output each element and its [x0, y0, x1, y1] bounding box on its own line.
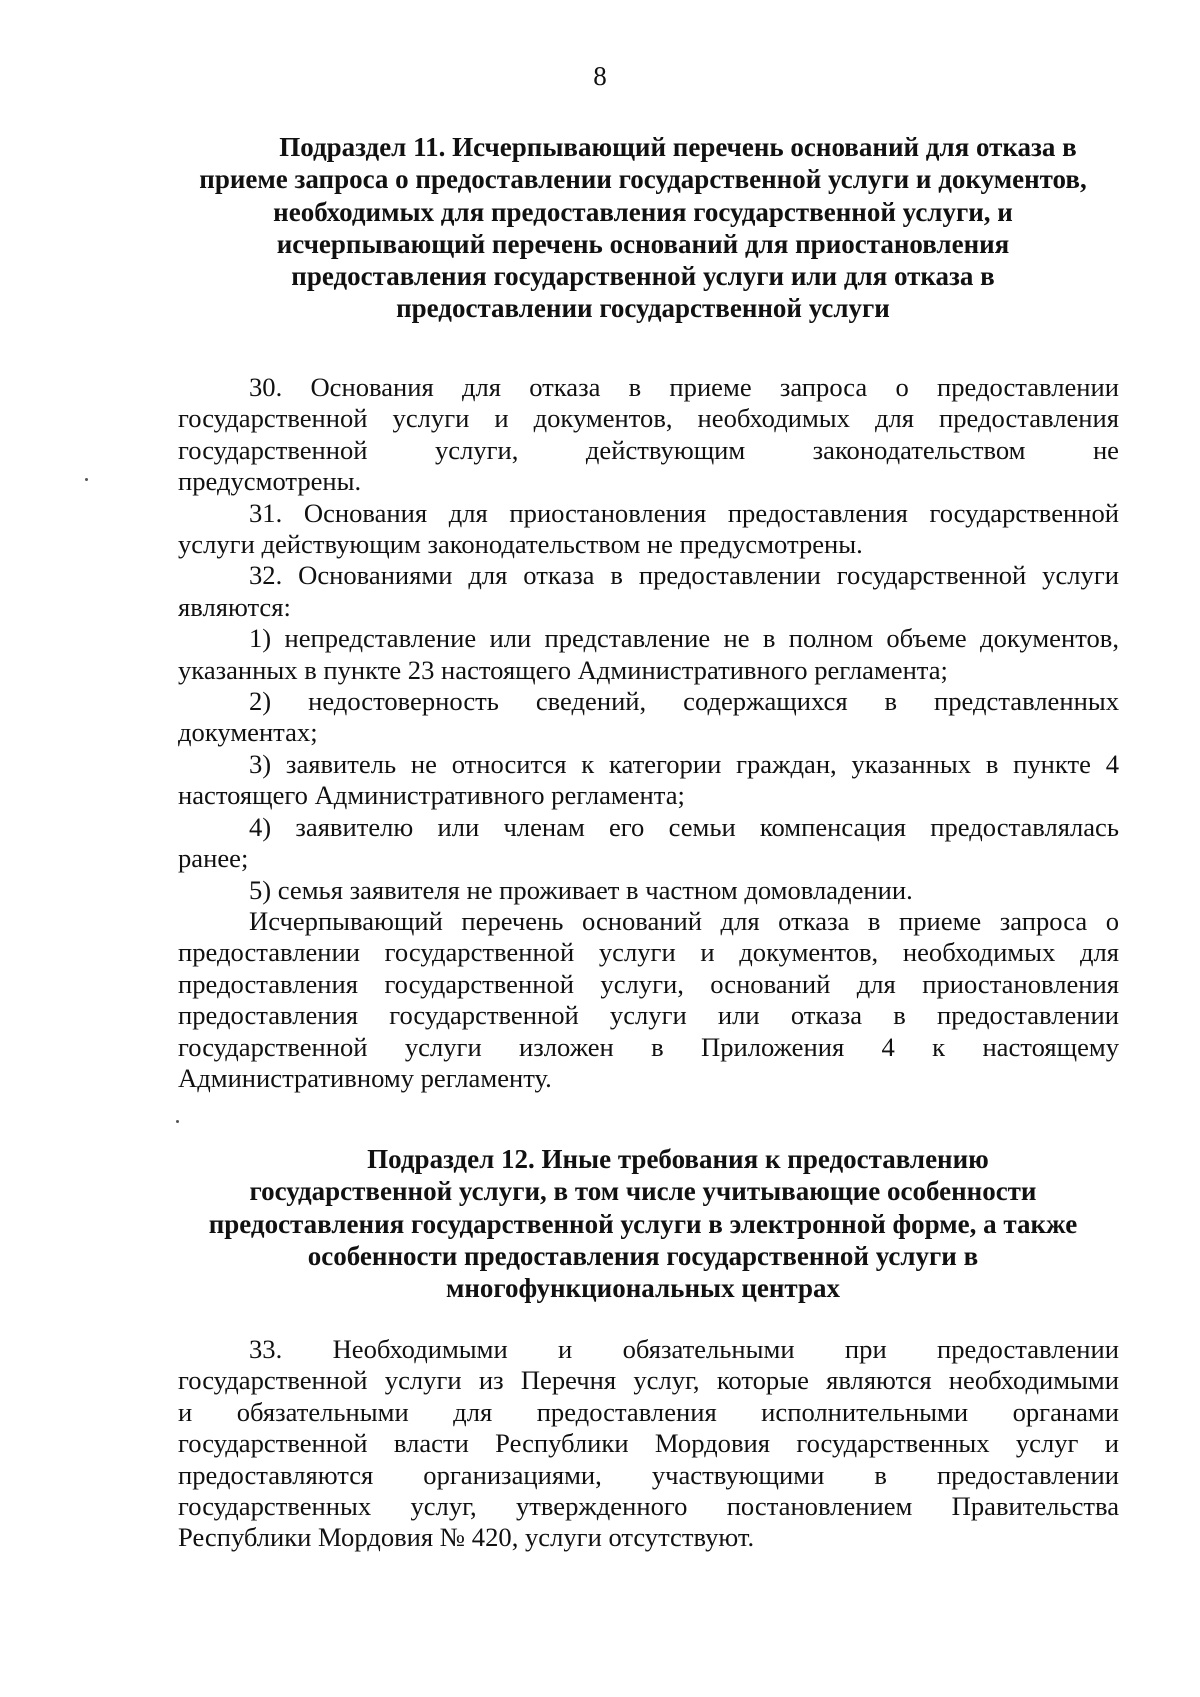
- text-line: Исчерпывающий перечень оснований для отказа в приеме запроса о: [249, 905, 1119, 936]
- subsection-11-heading: [170, 131, 1116, 325]
- subsection-12-heading: [170, 1143, 1116, 1304]
- list-item-3: [178, 749, 1119, 812]
- text-line: 1) непредставление или представление не в полном объеме документов,: [249, 623, 1119, 654]
- text-line: государственной власти Республики Мордовия государственных услуг и: [178, 1428, 1119, 1459]
- heading-line: многофункциональных центрах: [445, 1273, 841, 1304]
- text-line: предоставляются организациями, участвующими в предоставлении: [178, 1459, 1119, 1490]
- heading-line: приеме запроса о предоставлении государственной услуги и документов,: [199, 164, 1087, 195]
- text-line: государственной услуги из Перечня услуг, которые являются необходимыми: [178, 1365, 1119, 1396]
- text-line: настоящего Административного регламента;: [178, 780, 685, 811]
- text-line: 33. Необходимыми и обязательными при предоставлении: [249, 1334, 1119, 1364]
- heading-line: исчерпывающий перечень оснований для приостановления: [276, 228, 1010, 259]
- heading-line: предоставления государственной услуги в электронной форме, а также: [208, 1208, 1078, 1239]
- text-line: 30. Основания для отказа в приеме запроса о предоставлении: [249, 372, 1119, 402]
- text-line: Административному регламенту.: [178, 1062, 552, 1093]
- text-line: 3) заявитель не относится к категории граждан, указанных в пункте 4: [249, 748, 1119, 779]
- subsection-12-body: [178, 1334, 1119, 1554]
- paragraph-33: [178, 1334, 1119, 1554]
- text-line: 2) недостоверность сведений, содержащихся в представленных: [249, 686, 1119, 717]
- text-line: государственной услуги изложен в Приложения 4 к настоящему: [178, 1031, 1119, 1062]
- paragraph-30: [178, 372, 1119, 498]
- paragraph-31: [178, 498, 1119, 561]
- list-item-5: [178, 875, 1119, 906]
- scan-speck: [85, 478, 88, 481]
- text-line: и обязательными для предоставления исполнительными органами: [178, 1396, 1119, 1427]
- heading-line: Подраздел 12. Иные требования к предоставлению: [367, 1144, 989, 1174]
- text-line: государственных услуг, утвержденного постановлением Правительства: [178, 1491, 1119, 1522]
- paragraph-summary: [178, 906, 1119, 1094]
- subsection-11-body: [178, 372, 1119, 1094]
- text-line: Республики Мордовия № 420, услуги отсутствуют.: [178, 1522, 755, 1553]
- text-line: ранее;: [178, 843, 249, 874]
- paragraph-32: [178, 560, 1119, 623]
- text-line: предусмотрены.: [178, 466, 362, 497]
- text-line: документах;: [178, 717, 318, 748]
- text-line: 31. Основания для приостановления предоставления государственной: [249, 497, 1119, 528]
- text-line: 32. Основаниями для отказа в предоставлении государственной услуги: [249, 560, 1119, 591]
- list-item-2: [178, 686, 1119, 749]
- text-line: указанных в пункте 23 настоящего Административного регламента;: [178, 654, 948, 685]
- text-line: предоставления государственной услуги, оснований для приостановления: [178, 968, 1119, 999]
- heading-line: государственной услуги, в том числе учитывающие особенности: [249, 1176, 1037, 1207]
- list-item-1: [178, 623, 1119, 686]
- text-line: услуги действующим законодательством не предусмотрены.: [178, 529, 863, 560]
- heading-line: предоставлении государственной услуги: [396, 293, 890, 324]
- list-item-4: [178, 812, 1119, 875]
- text-line: предоставлении государственной услуги и документов, необходимых для: [178, 937, 1119, 968]
- text-line: государственной услуги, действующим законодательством не: [178, 434, 1119, 465]
- page-number: 8: [593, 61, 607, 91]
- text-line: 4) заявителю или членам его семьи компенсация предоставлялась: [249, 811, 1119, 842]
- heading-line: особенности предоставления государственной услуги в: [307, 1240, 979, 1271]
- text-line: 5) семья заявителя не проживает в частном домовладении.: [249, 874, 913, 905]
- text-line: являются:: [178, 591, 291, 622]
- scan-speck: [176, 1120, 179, 1123]
- heading-line: Подраздел 11. Исчерпывающий перечень оснований для отказа в: [279, 132, 1077, 162]
- heading-line: предоставления государственной услуги или для отказа в: [291, 261, 995, 292]
- heading-line: необходимых для предоставления государственной услуги, и: [273, 196, 1013, 227]
- text-line: предоставления государственной услуги или отказа в предоставлении: [178, 1000, 1119, 1031]
- text-line: государственной услуги и документов, необходимых для предоставления: [178, 403, 1119, 434]
